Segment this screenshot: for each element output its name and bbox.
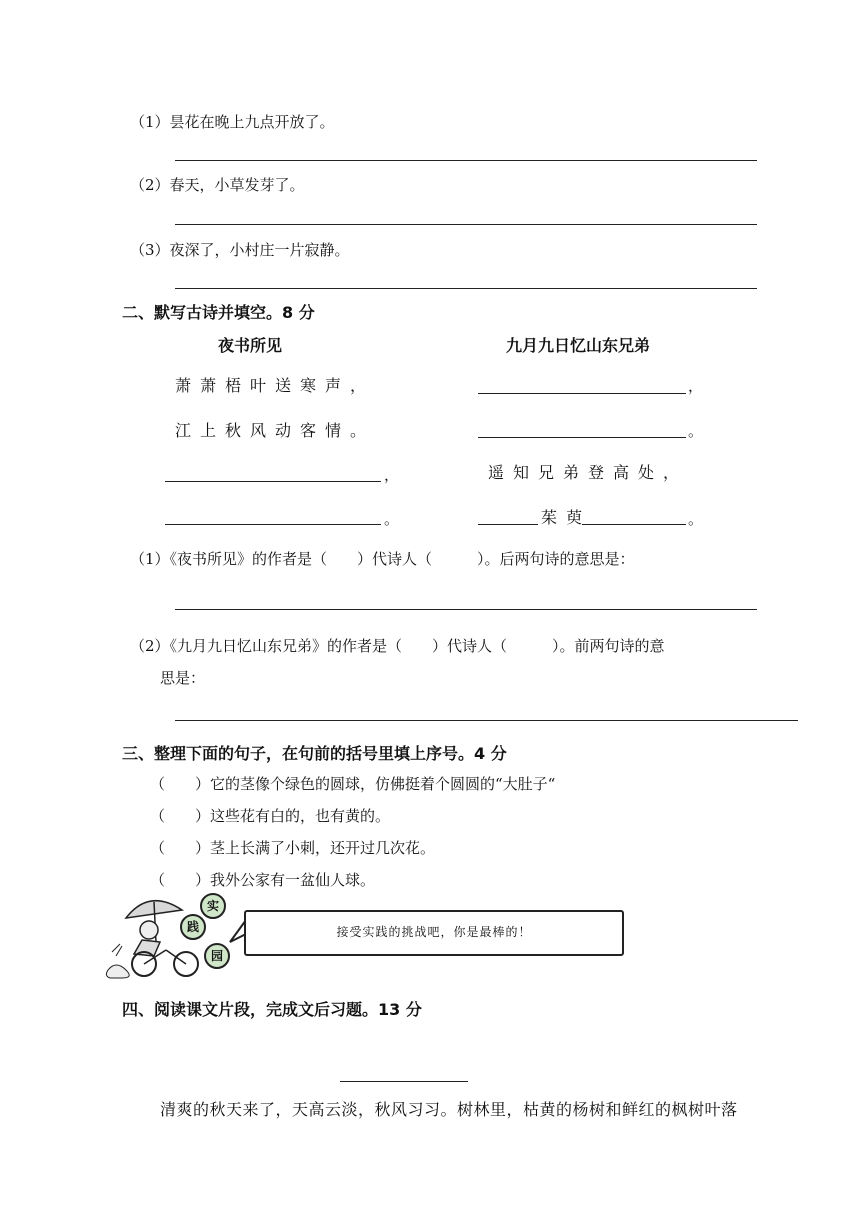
poem-1-title: 夜书所见 [218, 336, 283, 355]
sentence-3: （ ）茎上长满了小刺，还开过几次花。 [150, 839, 436, 857]
poem-1-line-2: 江上秋风动客情。 [175, 421, 376, 440]
section-4-heading: 四、阅读课文片段，完成文后习题。13 分 [122, 1000, 422, 1019]
speech-bubble [244, 910, 624, 956]
title-blank[interactable] [340, 1081, 468, 1082]
poem-2-line-4-blank-b[interactable] [582, 524, 686, 525]
reading-paragraph: 清爽的秋天来了，天高云淡，秋风习习。树林里，枯黄的杨树和鲜红的枫树叶落 [160, 1100, 738, 1119]
poem-1-line-3-blank[interactable] [165, 481, 381, 482]
poem-2-line-4-blank-a[interactable] [478, 524, 538, 525]
poem-2-line-2-blank[interactable] [478, 437, 686, 438]
section-3-heading: 三、整理下面的句子，在句前的括号里填上序号。4 分 [122, 744, 507, 763]
badge-shi: 实 [200, 893, 226, 919]
item-1: （1）昙花在晚上九点开放了。 [130, 113, 335, 131]
sentence-4: （ ）我外公家有一盆仙人球。 [150, 871, 376, 889]
period: 。 [688, 510, 704, 528]
answer-line-3[interactable] [175, 288, 757, 289]
item-3: （3）夜深了，小村庄一片寂静。 [130, 241, 350, 259]
answer-line-2[interactable] [175, 224, 757, 225]
poem-2-line-4-text: 茱 萸 [541, 508, 585, 527]
comma: ， [384, 466, 400, 484]
period: 。 [688, 422, 704, 440]
question-2-1: （1）《夜书所见》的作者是（ ）代诗人（ ）。后两句诗的意思是： [130, 550, 635, 568]
sentence-2: （ ）这些花有白的，也有黄的。 [150, 807, 391, 825]
badge-jian: 践 [180, 914, 206, 940]
poem-2-line-1-blank[interactable] [478, 393, 686, 394]
poem-1-line-4-blank[interactable] [165, 524, 381, 525]
badge-yuan: 园 [204, 943, 230, 969]
answer-line-q2[interactable] [175, 720, 798, 721]
poem-2-title: 九月九日忆山东兄弟 [506, 336, 651, 355]
item-2: （2）春天，小草发芽了。 [130, 176, 305, 194]
sentence-1: （ ）它的茎像个绿色的圆球，仿佛挺着个圆圆的“大肚子“ [150, 775, 556, 793]
comma: ， [688, 377, 704, 395]
question-2-2-cont: 思是： [160, 669, 206, 687]
bubble-text: 接受实践的挑战吧，你是最棒的！ [336, 925, 532, 939]
poem-2-line-3: 遥知兄弟登高处， [488, 463, 689, 482]
answer-line-q1[interactable] [175, 609, 757, 610]
section-2-heading: 二、默写古诗并填空。8 分 [122, 303, 315, 322]
poem-1-line-1: 萧萧梧叶送寒声， [175, 376, 376, 395]
question-2-2: （2）《九月九日忆山东兄弟》的作者是（ ）代诗人（ ）。前两句诗的意 [130, 637, 665, 655]
answer-line-1[interactable] [175, 160, 757, 161]
period: 。 [384, 510, 400, 528]
